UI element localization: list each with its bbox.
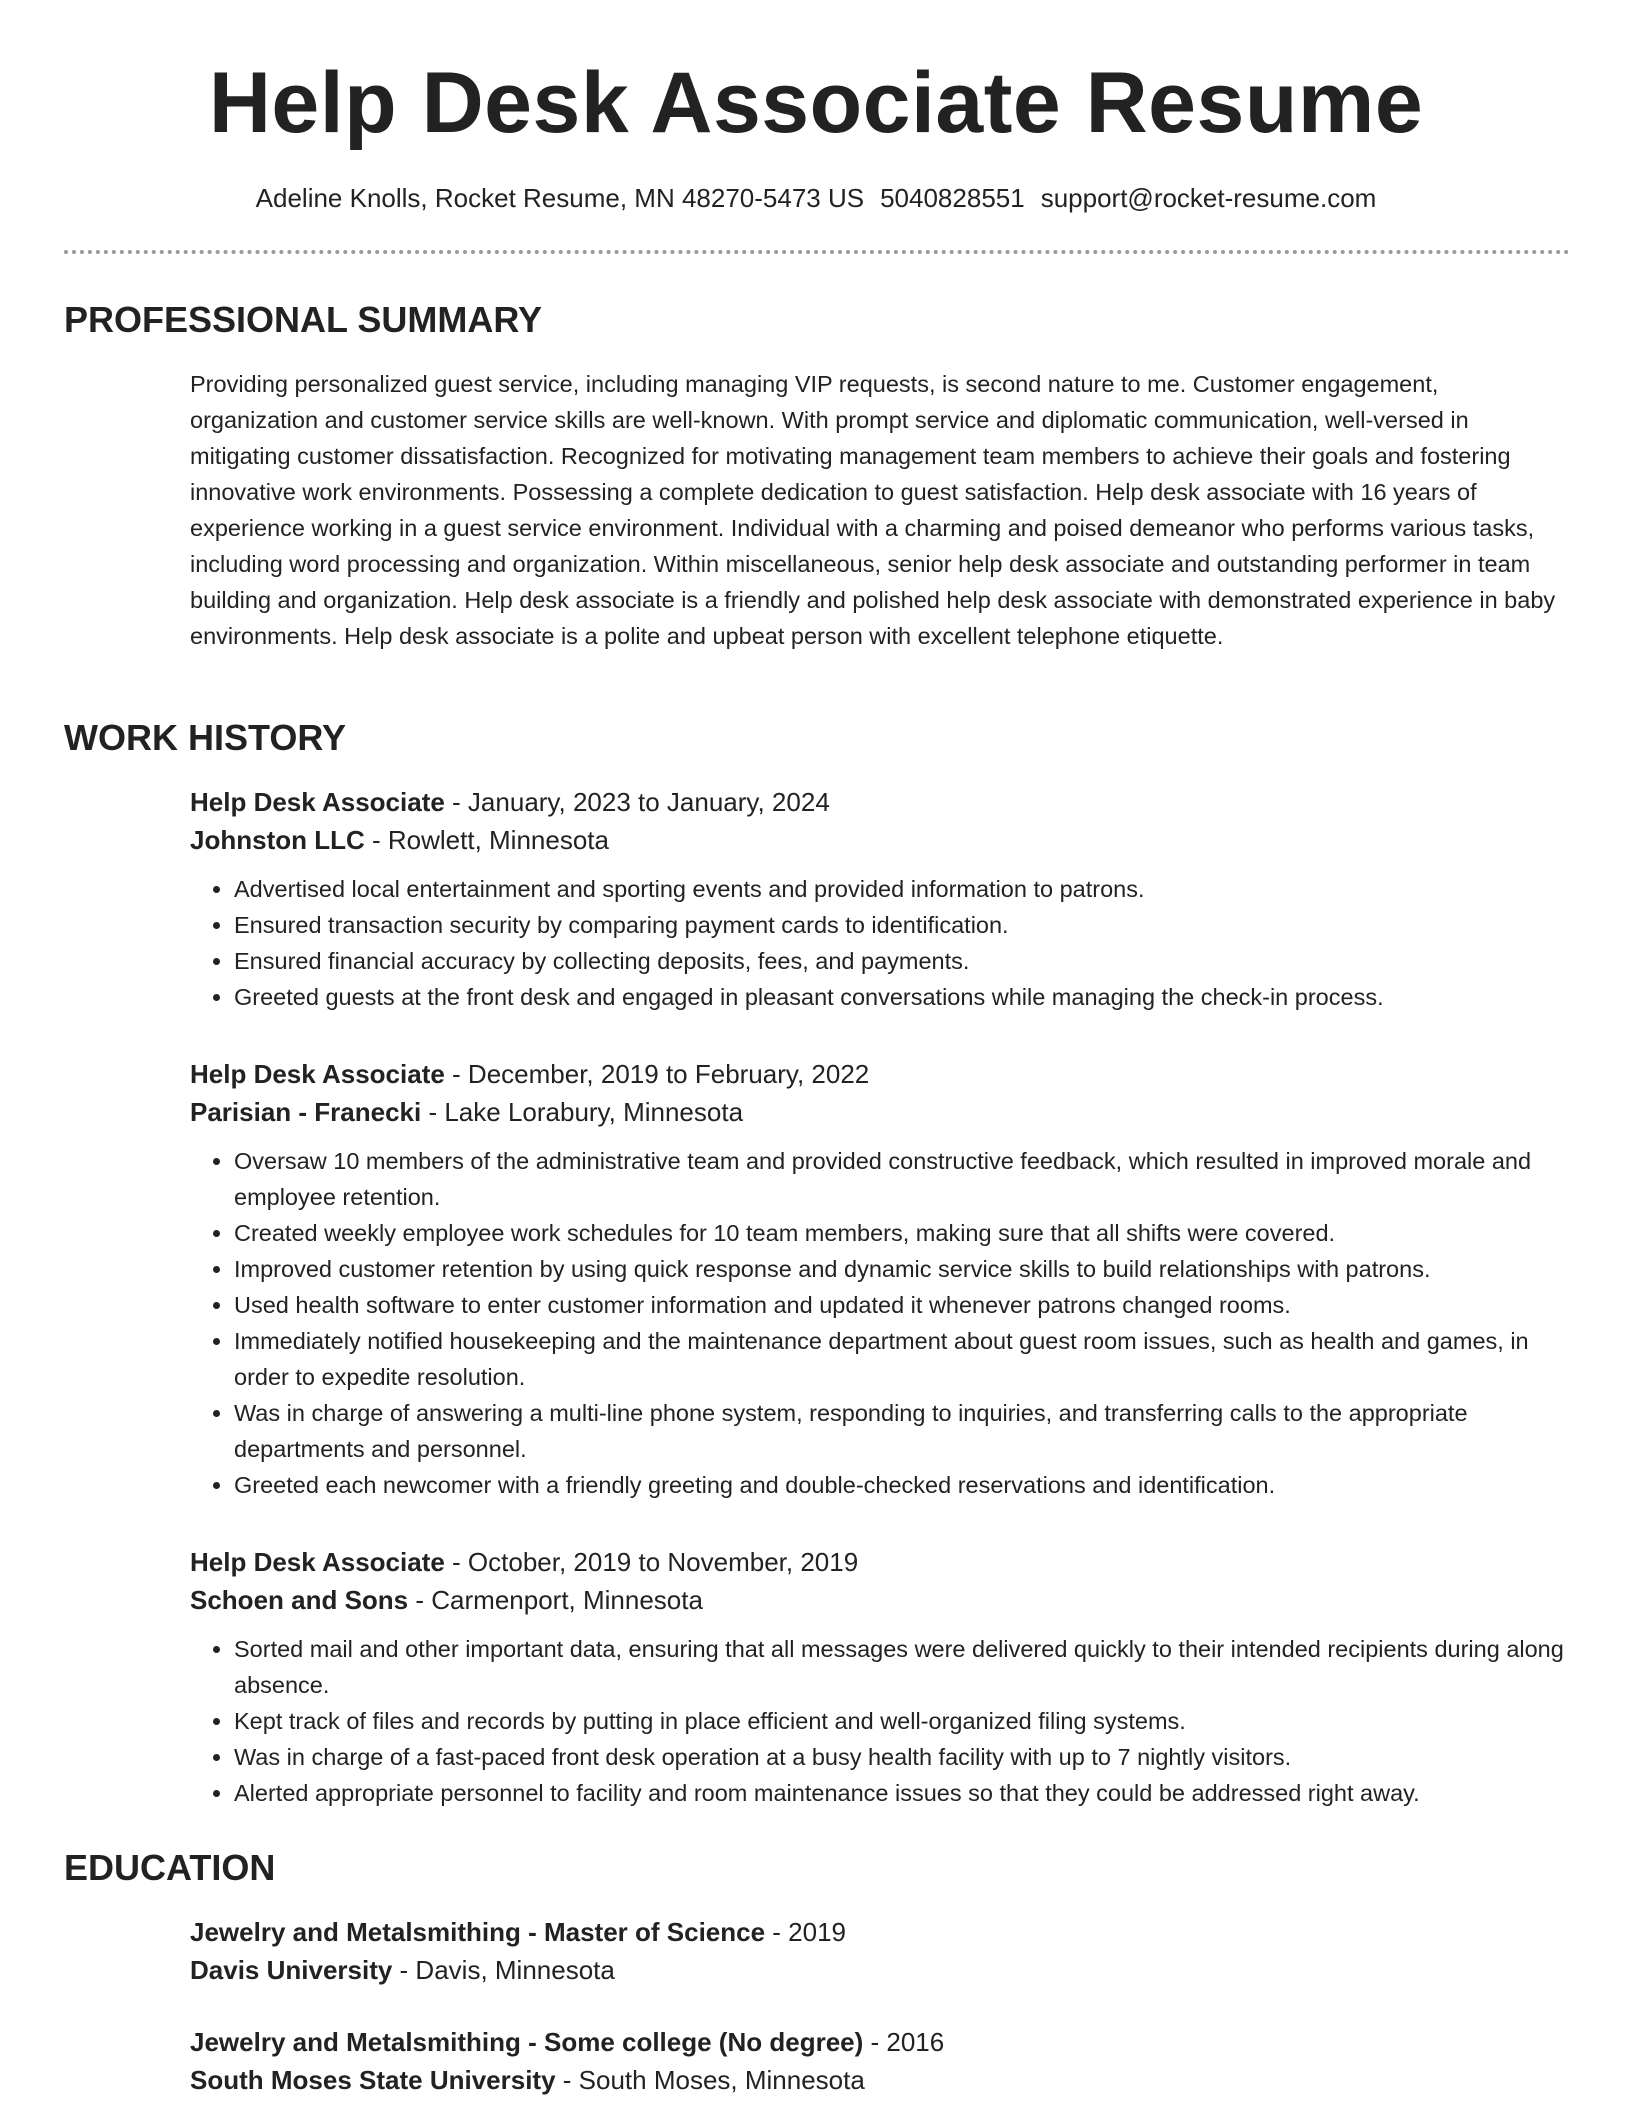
contact-phone: 5040828551 bbox=[880, 183, 1025, 213]
job-dates: - January, 2023 to January, 2024 bbox=[444, 787, 830, 817]
job-company-line bbox=[190, 821, 1570, 859]
school-line bbox=[190, 1951, 1570, 1989]
duty-item: • Was in charge of a fast-paced front desk operation at a busy health facility with up to 7 nightly visitors. bbox=[234, 1739, 1570, 1775]
duty-item: • Ensured transaction security by comparing payment cards to identification. bbox=[234, 907, 1570, 943]
job-duties-list bbox=[190, 871, 1570, 1015]
resume-title: Help Desk Associate Resume bbox=[208, 55, 1424, 151]
education-entry-2 bbox=[190, 2023, 1570, 2099]
degree-year: - 2016 bbox=[863, 2027, 945, 2057]
job-company-line bbox=[190, 1093, 1570, 1131]
job-duties-list bbox=[190, 1631, 1570, 1811]
job-location: - Lake Lorabury, Minnesota bbox=[421, 1097, 744, 1127]
job-title-line bbox=[190, 783, 1570, 821]
duty-item: • Advertised local entertainment and sporting events and provided information to patrons. bbox=[234, 871, 1570, 907]
job-title-line bbox=[190, 1055, 1570, 1093]
contact-line bbox=[0, 180, 1632, 216]
duty-item: • Ensured financial accuracy by collecting deposits, fees, and payments. bbox=[234, 943, 1570, 979]
job-company: Schoen and Sons bbox=[190, 1585, 409, 1615]
section-heading-education: EDUCATION bbox=[64, 1847, 276, 1888]
degree-name: Jewelry and Metalsmithing - Master of Science bbox=[190, 1917, 766, 1947]
job-entry-3 bbox=[190, 1543, 1570, 1811]
job-dates: - October, 2019 to November, 2019 bbox=[444, 1547, 859, 1577]
duty-item: • Created weekly employee work schedules for 10 team members, making sure that all shifts were covered. bbox=[234, 1215, 1570, 1251]
degree-year: - 2019 bbox=[765, 1917, 847, 1947]
summary-text: Providing personalized guest service, including managing VIP requests, is second nature to me. Customer engagement, organization and customer service skills are well-known. With prompt service and diplomatic communication, well-versed in mitigating customer dissatisfaction. Recognized for motivating management team members to achieve their goals and fostering innovative work environments. Possessing a complete dedication to guest satisfaction. Help desk associate with 16 years of experience working in a guest service environment. Individual with a charming and poised demeanor who performs various tasks, including word processing and organization. Within miscellaneous, senior help desk associate and outstanding performer in team building and organization. Help desk associate is a friendly and polished help desk associate with demonstrated experience in baby environments. Help desk associate is a polite and upbeat person with excellent telephone etiquette. bbox=[190, 371, 1556, 649]
duty-item: • Greeted guests at the front desk and engaged in pleasant conversations while managing the check-in process. bbox=[234, 979, 1570, 1015]
duty-item: • Improved customer retention by using quick response and dynamic service skills to build relationships with patrons. bbox=[234, 1251, 1570, 1287]
duty-item: • Kept track of files and records by putting in place efficient and well-organized filing systems. bbox=[234, 1703, 1570, 1739]
duty-item: • Greeted each newcomer with a friendly greeting and double-checked reservations and identification. bbox=[234, 1467, 1570, 1503]
duty-item: • Oversaw 10 members of the administrative team and provided constructive feedback, which resulted in improved morale and employee retention. bbox=[234, 1143, 1570, 1215]
job-location: - Carmenport, Minnesota bbox=[408, 1585, 703, 1615]
school-location: - Davis, Minnesota bbox=[392, 1955, 615, 1985]
school-name: South Moses State University bbox=[190, 2065, 556, 2095]
job-company: Parisian - Franecki bbox=[190, 1097, 422, 1127]
school-line bbox=[190, 2061, 1570, 2099]
job-title: Help Desk Associate bbox=[190, 1547, 445, 1577]
job-location: - Rowlett, Minnesota bbox=[364, 825, 609, 855]
job-title-line bbox=[190, 1543, 1570, 1581]
school-name: Davis University bbox=[190, 1955, 393, 1985]
job-company: Johnston LLC bbox=[190, 825, 365, 855]
duty-item: • Was in charge of answering a multi-line phone system, responding to inquiries, and transferring calls to the appropriate departments and personnel. bbox=[234, 1395, 1570, 1467]
header-divider bbox=[64, 250, 1570, 254]
contact-email: support@rocket-resume.com bbox=[1040, 183, 1377, 213]
duty-item: • Sorted mail and other important data, ensuring that all messages were delivered quickly to their intended recipients during along absence. bbox=[234, 1631, 1570, 1703]
duty-item: • Immediately notified housekeeping and the maintenance department about guest room issues, such as health and games, in order to expedite resolution. bbox=[234, 1323, 1570, 1395]
duty-item: • Alerted appropriate personnel to facility and room maintenance issues so that they could be addressed right away. bbox=[234, 1775, 1570, 1811]
job-entry-1 bbox=[190, 783, 1570, 1015]
summary-block bbox=[190, 366, 1570, 654]
job-company-line bbox=[190, 1581, 1570, 1619]
job-title: Help Desk Associate bbox=[190, 1059, 445, 1089]
degree-line bbox=[190, 2023, 1570, 2061]
education-entry-1 bbox=[190, 1913, 1570, 1989]
degree-line bbox=[190, 1913, 1570, 1951]
section-heading-work-history: WORK HISTORY bbox=[64, 717, 347, 758]
contact-address: Adeline Knolls, Rocket Resume, MN 48270-5473 US bbox=[255, 183, 865, 213]
job-dates: - December, 2019 to February, 2022 bbox=[444, 1059, 870, 1089]
job-duties-list bbox=[190, 1143, 1570, 1503]
section-heading-summary: PROFESSIONAL SUMMARY bbox=[64, 299, 543, 340]
job-title: Help Desk Associate bbox=[190, 787, 445, 817]
school-location: - South Moses, Minnesota bbox=[555, 2065, 865, 2095]
job-entry-2 bbox=[190, 1055, 1570, 1503]
duty-item: • Used health software to enter customer information and updated it whenever patrons changed rooms. bbox=[234, 1287, 1570, 1323]
degree-name: Jewelry and Metalsmithing - Some college (No degree) bbox=[190, 2027, 864, 2057]
